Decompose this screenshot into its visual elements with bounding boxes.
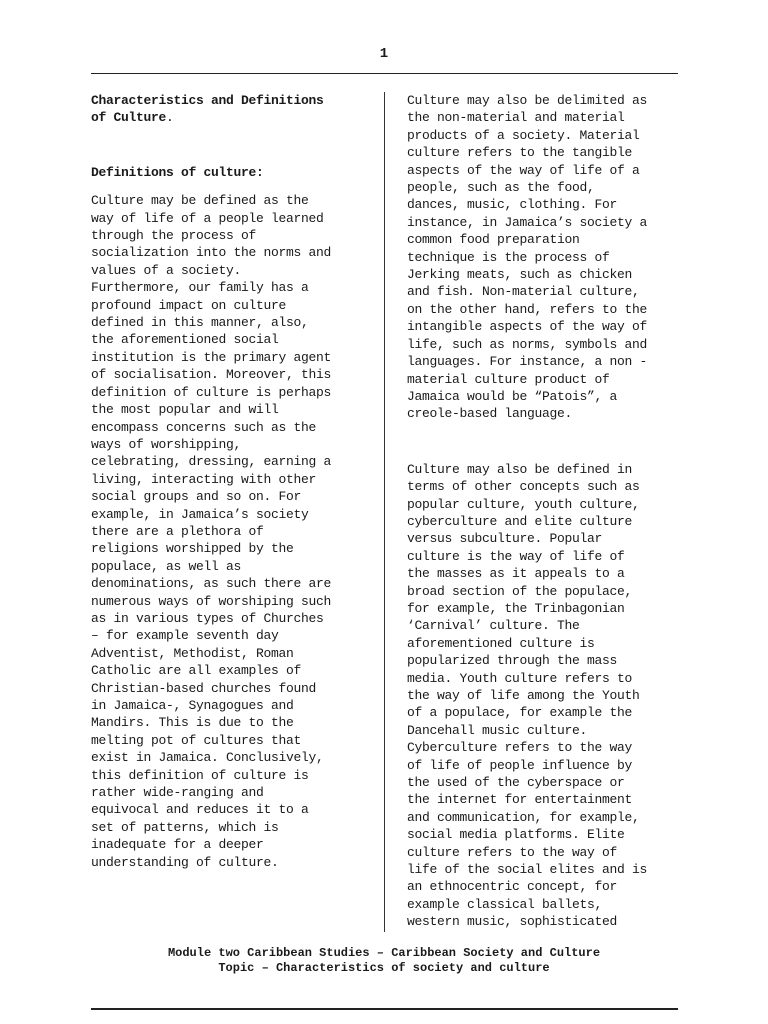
text-line: set of patterns, which is [91,819,279,835]
text-line: Culture may also be defined in [407,461,633,477]
text-line: media. Youth culture refers to [407,670,633,686]
text-line: and fish. Non-material culture, [407,284,640,300]
text-line: an ethnocentric concept, for [407,879,618,895]
text-line: example, in Jamaica’s society [91,506,309,522]
footer-rule [91,1008,678,1010]
text-line: inadequate for a deeper [91,837,264,853]
text-line: numerous ways of worshiping such [91,593,332,609]
text-line: Adventist, Methodist, Roman [91,645,294,661]
text-line: the aforementioned social [91,332,279,348]
text-line: rather wide-ranging and [91,785,264,801]
text-line: populace, as well as [91,558,242,574]
text-line: encompass concerns such as the [91,419,317,435]
text-line: understanding of culture. [91,854,279,870]
text-line: melting pot of cultures that [91,732,302,748]
subheading: Definitions of culture: [91,164,264,180]
text-line: terms of other concepts such as [407,479,640,495]
text-line: of a populace, for example the [407,705,633,721]
text-line: intangible aspects of the way of [407,319,648,335]
text-line: Furthermore, our family has a [91,280,309,296]
text-line: life, such as norms, symbols and [407,336,648,352]
text-line: culture refers to the tangible [407,145,633,161]
text-line: this definition of culture is [91,767,309,783]
text-line: and communication, for example, [407,809,640,825]
text-line: the internet for entertainment [407,792,633,808]
column-divider [384,92,385,932]
text-line: instance, in Jamaica’s society a [407,214,648,230]
text-line: the non-material and material [407,110,625,126]
text-line: institution is the primary agent [91,349,332,365]
text-line: culture refers to the way of [407,844,618,860]
page-number: 1 [379,46,389,62]
text-line: denominations, as such there are [91,576,332,592]
text-line: Culture may also be delimited as [407,93,648,108]
text-line: equivocal and reduces it to a [91,802,309,818]
text-line: defined in this manner, also, [91,315,309,331]
text-line: social groups and so on. For [91,489,302,505]
right-paragraph-2 [407,461,679,931]
text-line: the used of the cyberspace or [407,775,625,791]
text-line: material culture product of [407,371,610,387]
text-line: example classical ballets, [407,896,603,912]
text-line: broad section of the populace, [407,583,633,599]
text-line: Mandirs. This is due to the [91,715,294,731]
text-line: as in various types of Churches [91,610,324,626]
text-line: celebrating, dressing, earning a [91,454,332,470]
text-line: ways of worshipping, [91,436,242,452]
text-line: exist in Jamaica. Conclusively, [91,750,324,766]
text-line: on the other hand, refers to the [407,301,648,317]
text-line: versus subculture. Popular [407,531,603,547]
text-line: values of a society. [91,262,242,278]
text-line: in Jamaica-, Synagogues and [91,698,294,713]
text-line: social media platforms. Elite [407,827,625,843]
text-line: people, such as the food, [407,180,595,196]
text-line: of life of people influence by [407,757,633,773]
text-line: there are a plethora of [91,523,264,539]
text-line: Catholic are all examples of [91,663,302,679]
text-line: of socialisation. Moreover, this [91,367,332,383]
text-line: through the process of [91,228,257,244]
text-line: Christian-based churches found [91,680,317,696]
left-column [91,92,363,871]
text-line: socialization into the norms and [91,245,332,261]
footer [0,946,768,976]
right-column [407,92,679,931]
text-line: the masses as it appeals to a [407,566,625,582]
text-line: life of the social elites and is [407,862,648,878]
text-line: Jamaica would be “Patois”, a [407,388,618,404]
text-line: definition of culture is perhaps [91,384,332,400]
text-line: for example, the Trinbagonian [407,600,625,616]
text-line: profound impact on culture [91,297,287,313]
text-line: culture is the way of life of [407,548,625,564]
text-line: the most popular and will [91,402,279,418]
left-paragraph [91,192,363,871]
text-line: technique is the process of [407,249,610,265]
header-rule [91,73,678,74]
text-line: aspects of the way of life of a [407,162,640,178]
text-line: creole-based language. [407,406,573,422]
text-line: dances, music, clothing. For [407,197,618,213]
text-line: languages. For instance, a non - [407,354,648,370]
text-line: Culture may be defined as the [91,193,309,209]
text-line: – for example seventh day [91,628,279,644]
text-line: Cyberculture refers to the way [407,740,633,756]
text-line: the way of life among the Youth [407,688,640,703]
text-line: popular culture, youth culture, [407,496,640,512]
text-line: Dancehall music culture. [407,722,588,738]
footer-line-1: Module two Caribbean Studies – Caribbean Society and Culture [167,946,601,960]
section-title: Characteristics and Definitions of Culture. [91,93,324,126]
footer-line-2: Topic – Characteristics of society and culture [218,961,550,975]
right-paragraph-1 [407,92,679,423]
text-line: living, interacting with other [91,471,317,487]
text-line: cyberculture and elite culture [407,513,633,529]
text-line: western music, sophisticated [407,914,618,930]
text-line: Jerking meats, such as chicken [407,267,633,283]
text-line: popularized through the mass [407,653,618,669]
text-line: way of life of a people learned [91,210,324,226]
text-line: aforementioned culture is [407,635,595,651]
text-line: products of a society. Material [407,127,640,143]
text-line: religions worshipped by the [91,541,294,557]
text-line: common food preparation [407,232,580,248]
text-line: ‘Carnival’ culture. The [407,618,580,634]
